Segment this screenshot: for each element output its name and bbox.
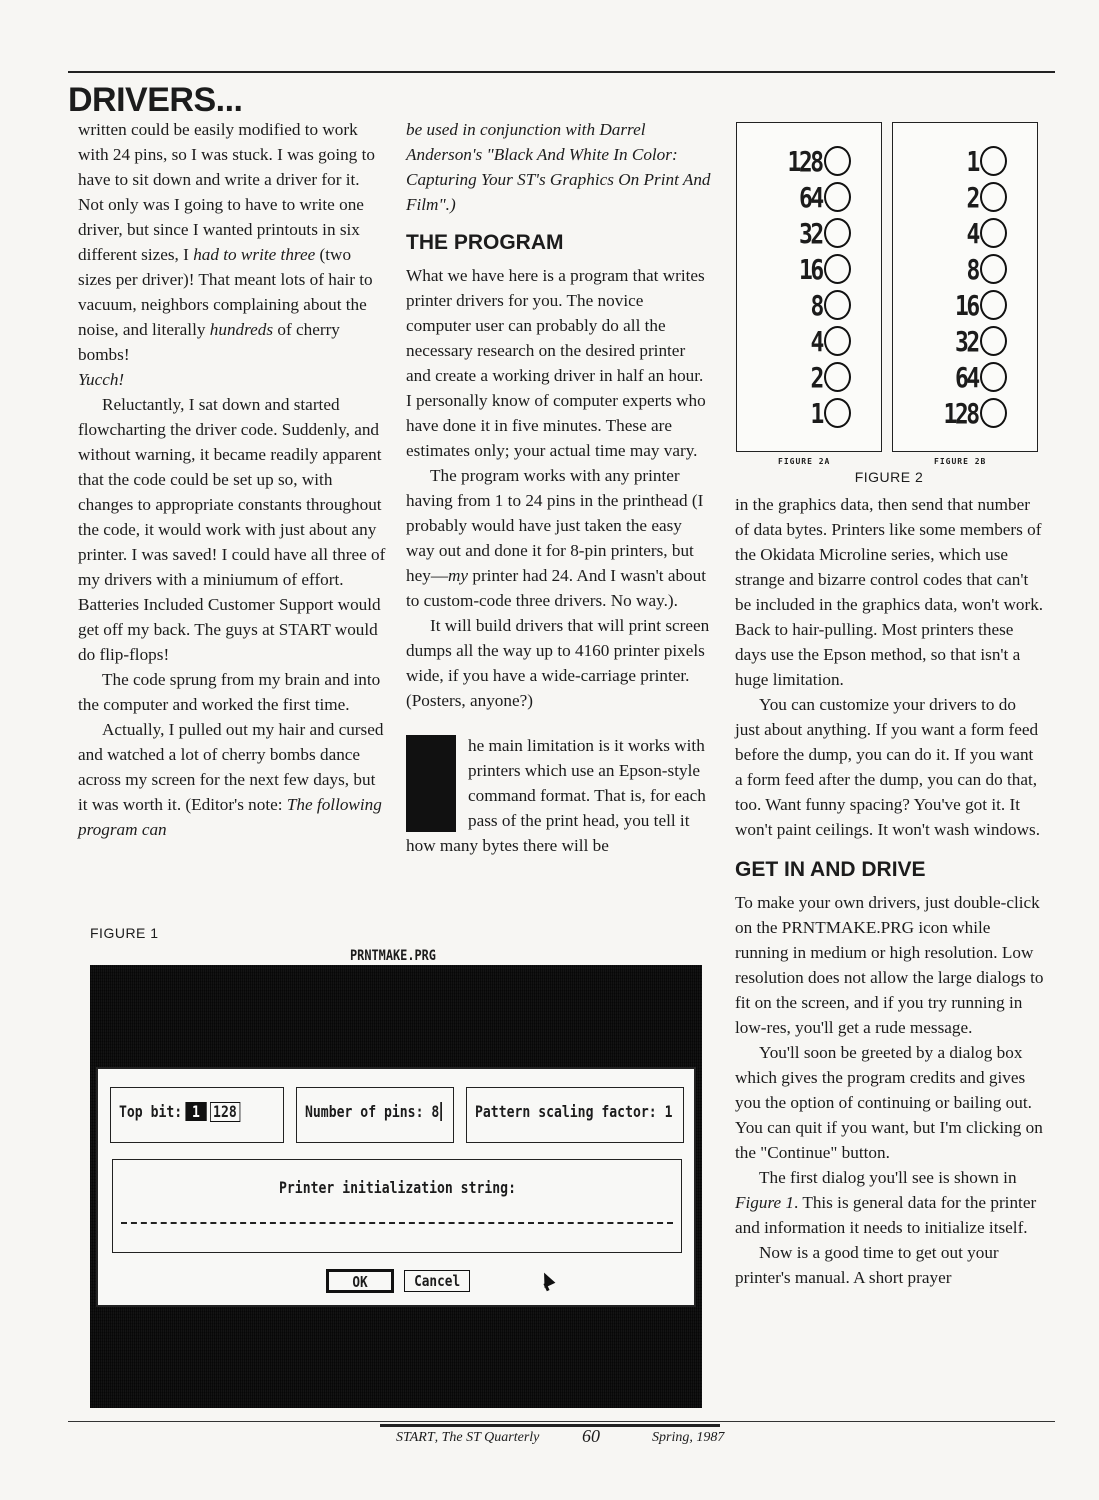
paragraph: Actually, I pulled out my hair and cursed and watched a lot of cherry bombs dance across my screen for the next few days, but it was worth it. (Editor's note: The following program can bbox=[78, 720, 384, 839]
editor-note: be used in conjunction with Darrel Anderson's "Black And White In Color: Capturing Your ST's Graphics On Print And Film".) bbox=[406, 120, 711, 214]
init-string-label: Printer initialization string: bbox=[278, 1178, 516, 1197]
paragraph: in the graphics data, then send that number of data bytes. Printers like some members of the Okidata Microline series, which use strange and bizarre control codes that can't be included in the graphics data, won't work. Back to hair-pulling. Most printers these days use the Epson method, so that isn't a huge limitation. bbox=[735, 495, 1044, 689]
pin-value: 1 bbox=[810, 396, 822, 430]
column-2 bbox=[406, 117, 711, 858]
pin-value: 4 bbox=[966, 216, 978, 250]
paragraph: To make your own drivers, just double-click on the PRNTMAKE.PRG icon while running in medium or high resolution. Low resolution does not allow the large dialogs to fit on the screen, and if you try running in low-res, you'll get a rude message. bbox=[735, 893, 1044, 1037]
pin-value: 1 bbox=[966, 144, 978, 178]
pin-row bbox=[794, 215, 851, 251]
pin-circle-icon bbox=[980, 326, 1007, 356]
top-bit-option-selected[interactable]: 1 bbox=[185, 1102, 206, 1121]
paragraph: Reluctantly, I sat down and started flowcharting the driver code. Suddenly, and without warning, it became readily apparent that the code could be set up so, with changes to appropriate constants throughout the code, it would work with just about any printer. I was saved! I could have all three of my drivers with a miniumum of effort. Batteries Included Customer Support would get off my back. The guys at START would do flip-flops! bbox=[78, 395, 386, 664]
pin-value: 8 bbox=[966, 252, 978, 286]
column-1 bbox=[78, 117, 388, 842]
pin-circle-icon bbox=[980, 182, 1007, 212]
pin-value: 32 bbox=[955, 324, 978, 358]
pin-value: 2 bbox=[810, 360, 822, 394]
top-bit-option[interactable]: 128 bbox=[210, 1102, 240, 1122]
pin-circle-icon bbox=[980, 218, 1007, 248]
issue-date: Spring, 1987 bbox=[652, 1430, 725, 1445]
bottom-rule bbox=[68, 1421, 1055, 1422]
paragraph: The code sprung from my brain and into the computer and worked the first time. bbox=[78, 670, 381, 714]
figure-2a-box bbox=[736, 122, 882, 452]
paragraph: You'll soon be greeted by a dialog box which gives the program credits and gives you the option of continuing or bailing out. You can quit if you want, but I'm clicking on the "Continue" button. bbox=[735, 1043, 1043, 1162]
pin-value: 128 bbox=[943, 396, 978, 430]
figure-2 bbox=[736, 122, 1042, 485]
pin-circle-icon bbox=[980, 146, 1007, 176]
pin-circle-icon bbox=[824, 254, 851, 284]
dropcap-t-icon bbox=[406, 735, 456, 832]
pin-circle-icon bbox=[980, 290, 1007, 320]
pin-row bbox=[936, 395, 1007, 431]
paragraph: The program works with any printer having from 1 to 24 pins in the printhead (I probably would have just taken the easy way out and done it for 8-pin printers, but hey—my printer had 24. And I wasn't about to custom-code three drivers. No way.). bbox=[406, 466, 707, 610]
pins-field[interactable] bbox=[296, 1087, 454, 1143]
pattern-scaling-input[interactable]: 1 bbox=[664, 1102, 673, 1121]
pin-row bbox=[964, 251, 1007, 287]
pin-circle-icon bbox=[824, 290, 851, 320]
dropcap-paragraph: he main limitation is it works with printers which use an Epson-style command format. That is, for each pass of the print head, you tell it how many bytes there will be bbox=[406, 736, 706, 855]
publication-name: START, The ST Quarterly bbox=[396, 1430, 540, 1445]
paragraph: What we have here is a program that writes printer drivers for you. The novice computer user can probably do all the necessary research on the desired printer and create a working driver in half an hour. I personally know of computer experts who have done it in five minutes. These are estimates only; your actual time may vary. bbox=[406, 266, 706, 460]
pin-circle-icon bbox=[824, 326, 851, 356]
printer-settings-dialog bbox=[96, 1067, 696, 1307]
pin-value: 16 bbox=[799, 252, 822, 286]
figure-2-caption: FIGURE 2 bbox=[854, 469, 924, 485]
top-rule bbox=[68, 71, 1055, 73]
column-3 bbox=[735, 492, 1045, 1290]
paragraph: Now is a good time to get out your printer's manual. A short prayer bbox=[735, 1243, 999, 1287]
pin-row bbox=[950, 287, 1007, 323]
paragraph: You can customize your drivers to do just about anything. If you want a form feed before the dump, you can do it. If you want a form feed after the dump, you can do that, too. Want funny spacing? You've got it. It won't paint ceilings. It won't wash windows. bbox=[735, 695, 1041, 839]
pin-circle-icon bbox=[980, 254, 1007, 284]
pin-value: 2 bbox=[966, 180, 978, 214]
pin-row bbox=[964, 143, 1007, 179]
paragraph: It will build drivers that will print screen dumps all the way up to 4160 printer pixels wide, if you have a wide-carriage printer. (Posters, anyone?) bbox=[406, 616, 710, 710]
pin-row bbox=[808, 359, 851, 395]
pin-circle-icon bbox=[980, 362, 1007, 392]
top-bit-field bbox=[110, 1087, 284, 1143]
pin-value: 16 bbox=[955, 288, 978, 322]
pin-circle-icon bbox=[824, 398, 851, 428]
pin-value: 8 bbox=[810, 288, 822, 322]
figure-1-caption: FIGURE 1 bbox=[90, 925, 159, 941]
page-number: 60 bbox=[582, 1426, 600, 1446]
pins-input[interactable]: 8 bbox=[431, 1102, 441, 1121]
figure-2a-label: FIGURE 2A bbox=[778, 457, 831, 466]
pin-circle-icon bbox=[824, 182, 851, 212]
pin-circle-icon bbox=[824, 362, 851, 392]
init-string-field[interactable] bbox=[112, 1159, 682, 1253]
cancel-button[interactable]: Cancel bbox=[404, 1270, 470, 1292]
pin-row bbox=[964, 215, 1007, 251]
pin-circle-icon bbox=[980, 398, 1007, 428]
pin-value: 64 bbox=[799, 180, 822, 214]
paragraph: The first dialog you'll see is shown in Figure 1. This is general data for the printer and information it needs to initialize itself. bbox=[735, 1168, 1037, 1237]
pins-label: Number of pins: bbox=[305, 1102, 424, 1121]
pin-row bbox=[950, 323, 1007, 359]
init-string-input[interactable] bbox=[121, 1222, 673, 1224]
pin-row bbox=[964, 179, 1007, 215]
pin-row bbox=[808, 287, 851, 323]
pattern-scaling-label: Pattern scaling factor: bbox=[475, 1102, 657, 1121]
pin-circle-icon bbox=[824, 146, 851, 176]
window-title: PRNTMAKE.PRG bbox=[350, 948, 436, 964]
top-bit-label: Top bit: bbox=[119, 1102, 183, 1121]
pin-value: 128 bbox=[787, 144, 822, 178]
pin-row bbox=[808, 323, 851, 359]
pin-value: 32 bbox=[799, 216, 822, 250]
pin-value: 4 bbox=[810, 324, 822, 358]
heading-get-in-and-drive: GET IN AND DRIVE bbox=[735, 858, 926, 881]
bottom-rule-accent bbox=[380, 1424, 720, 1427]
section-title: DRIVERS... bbox=[68, 81, 243, 119]
pin-row bbox=[794, 251, 851, 287]
pin-row bbox=[950, 359, 1007, 395]
figure-2b-label: FIGURE 2B bbox=[934, 457, 987, 466]
heading-the-program: THE PROGRAM bbox=[406, 231, 564, 254]
ok-button[interactable]: OK bbox=[326, 1269, 394, 1293]
pattern-scaling-field[interactable] bbox=[466, 1087, 684, 1143]
paragraph: written could be easily modified to work with 24 pins, so I was stuck. I was going to have to sit down and write a driver for it. Not only was I going to have to write one driver, but since I wanted printouts in six different sizes, I had to write three (two sizes per driver)! That meant lots of hair to vacuum, neighbors complaining about the noise, and literally hundreds of cherry bombs! Yucch! bbox=[78, 120, 375, 389]
pin-row bbox=[780, 143, 851, 179]
figure-2b-box bbox=[892, 122, 1038, 452]
pin-row bbox=[808, 395, 851, 431]
pin-row bbox=[794, 179, 851, 215]
pin-value: 64 bbox=[955, 360, 978, 394]
pin-circle-icon bbox=[824, 218, 851, 248]
